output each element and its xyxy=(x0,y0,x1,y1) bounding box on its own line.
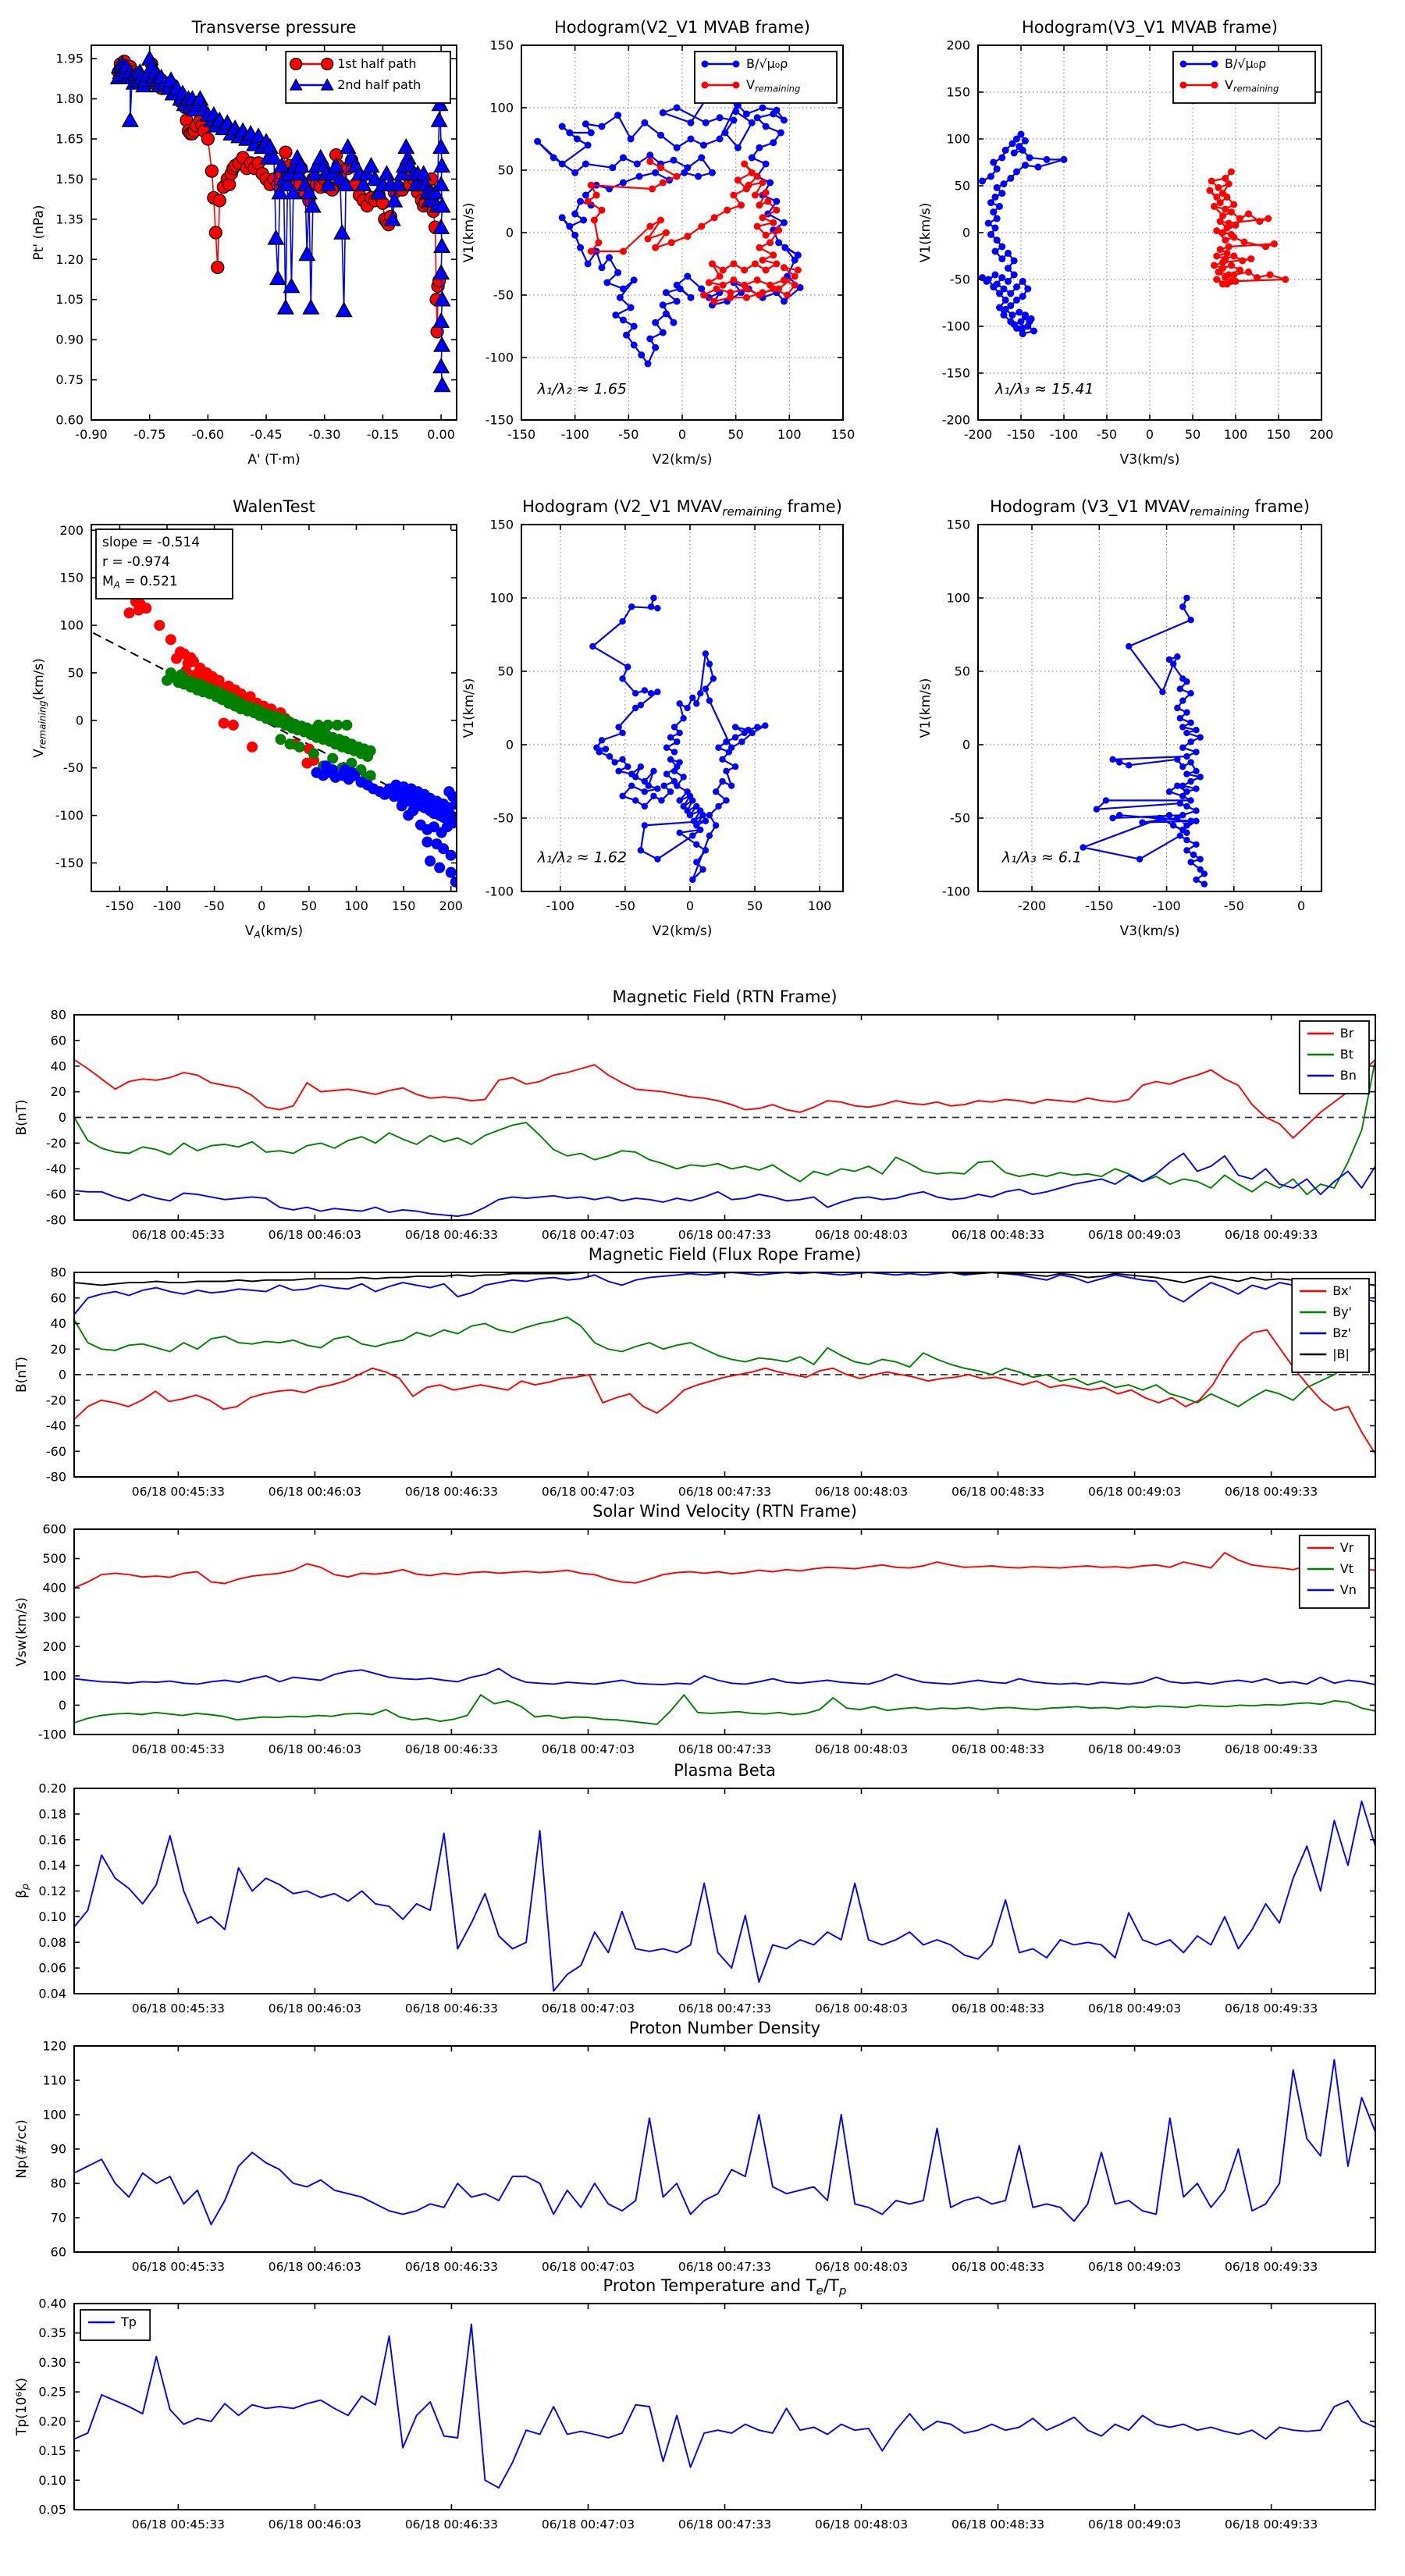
svg-text:50: 50 xyxy=(497,162,514,178)
svg-text:0: 0 xyxy=(962,737,970,753)
svg-text:40: 40 xyxy=(50,1316,66,1331)
svg-text:60: 60 xyxy=(50,1290,66,1306)
svg-text:B(nT): B(nT) xyxy=(14,1099,30,1136)
svg-text:50: 50 xyxy=(727,427,744,442)
svg-text:-0.15: -0.15 xyxy=(366,427,400,442)
svg-text:06/18 00:48:03: 06/18 00:48:03 xyxy=(814,2517,909,2532)
svg-text:150: 150 xyxy=(59,570,84,585)
svg-text:Magnetic Field (RTN Frame): Magnetic Field (RTN Frame) xyxy=(612,987,838,1006)
plot-walen-test xyxy=(31,497,463,941)
svg-text:-150: -150 xyxy=(1085,898,1114,913)
svg-text:-200: -200 xyxy=(963,427,993,442)
svg-text:100: 100 xyxy=(1223,427,1248,442)
svg-text:06/18 00:47:33: 06/18 00:47:33 xyxy=(678,2260,772,2274)
svg-text:B/√μ₀ρ: B/√μ₀ρ xyxy=(1225,56,1267,71)
svg-text:Hodogram (V2_V1 MVAVremaining: Hodogram (V2_V1 $MVAV_{remaining}$ frame) xyxy=(522,497,842,519)
svg-text:-50: -50 xyxy=(618,427,639,442)
svg-text:0: 0 xyxy=(1297,898,1306,913)
svg-text:1.65: 1.65 xyxy=(55,131,84,147)
svg-text:V1(km/s): V1(km/s) xyxy=(461,202,477,263)
svg-text:-50: -50 xyxy=(949,272,970,287)
svg-text:-150: -150 xyxy=(1006,427,1036,442)
plot-solar-wind-velocity xyxy=(14,1502,1375,1756)
svg-text:80: 80 xyxy=(50,1265,66,1280)
svg-text:-20: -20 xyxy=(45,1135,66,1151)
plot-hodogram-v3v1-mvav xyxy=(918,497,1321,939)
svg-text:-50: -50 xyxy=(614,898,635,913)
svg-text:0.20: 0.20 xyxy=(38,2414,66,2429)
svg-text:V1(km/s): V1(km/s) xyxy=(918,202,934,263)
plot-hodogram-v2v1-mvav xyxy=(461,497,843,939)
svg-text:|B|: |B| xyxy=(1332,1347,1350,1361)
svg-text:V1(km/s): V1(km/s) xyxy=(918,678,934,738)
svg-text:V1(km/s): V1(km/s) xyxy=(461,678,477,738)
svg-text:MA = 0.521: $M_A = 0.521$ xyxy=(102,574,178,591)
svg-text:Np(#/cc): Np(#/cc) xyxy=(14,2119,30,2179)
svg-text:Tp: Tp xyxy=(121,2314,137,2329)
svg-text:1.05: 1.05 xyxy=(55,292,84,308)
svg-text:Vsw(km/s): Vsw(km/s) xyxy=(14,1597,30,1667)
svg-text:-50: -50 xyxy=(949,810,970,826)
svg-text:100: 100 xyxy=(42,2107,66,2122)
svg-text:06/18 00:49:03: 06/18 00:49:03 xyxy=(1087,1485,1182,1499)
svg-text:-40: -40 xyxy=(45,1418,66,1433)
svg-text:100: 100 xyxy=(946,590,970,606)
svg-text:1.80: 1.80 xyxy=(55,91,84,107)
svg-text:0: 0 xyxy=(678,427,687,442)
svg-text:-60: -60 xyxy=(45,1443,66,1459)
svg-text:Vremaining: $V_{remaining}$ xyxy=(746,77,801,94)
svg-text:06/18 00:49:33: 06/18 00:49:33 xyxy=(1225,1228,1318,1242)
svg-text:-200: -200 xyxy=(941,412,970,428)
svg-text:V2(km/s): V2(km/s) xyxy=(652,923,713,939)
svg-text:06/18 00:47:03: 06/18 00:47:03 xyxy=(541,1742,635,1756)
svg-text:06/18 00:47:33: 06/18 00:47:33 xyxy=(678,1742,772,1756)
svg-text:0: 0 xyxy=(58,1110,66,1125)
svg-text:WalenTest: WalenTest xyxy=(233,497,315,516)
svg-text:-100: -100 xyxy=(560,427,589,442)
plot-hodogram-v3v1-mvab xyxy=(918,18,1334,468)
svg-text:200: 200 xyxy=(1309,427,1334,442)
svg-text:06/18 00:46:33: 06/18 00:46:33 xyxy=(404,2001,499,2016)
svg-text:06/18 00:48:33: 06/18 00:48:33 xyxy=(951,2001,1045,2016)
svg-text:-50: -50 xyxy=(493,287,514,303)
svg-text:0: 0 xyxy=(75,713,84,728)
svg-text:150: 150 xyxy=(946,84,970,100)
svg-text:100: 100 xyxy=(946,131,970,147)
svg-text:0: 0 xyxy=(58,1697,66,1713)
svg-text:150: 150 xyxy=(831,427,855,442)
svg-text:06/18 00:47:33: 06/18 00:47:33 xyxy=(678,1228,772,1242)
svg-text:Plasma Beta: Plasma Beta xyxy=(674,1761,776,1780)
svg-text:06/18 00:49:03: 06/18 00:49:03 xyxy=(1087,2260,1182,2274)
svg-text:-100: -100 xyxy=(152,898,182,913)
svg-text:1.95: 1.95 xyxy=(55,51,84,66)
svg-text:slope = -0.514: slope = -0.514 xyxy=(102,535,201,550)
svg-text:60: 60 xyxy=(50,2244,66,2260)
svg-text:06/18 00:48:03: 06/18 00:48:03 xyxy=(814,1228,909,1242)
svg-text:06/18 00:48:03: 06/18 00:48:03 xyxy=(814,1485,909,1499)
svg-text:0.04: 0.04 xyxy=(38,1986,66,2001)
svg-text:Bt: Bt xyxy=(1339,1047,1354,1062)
svg-text:βp: $\beta_p$ xyxy=(14,1884,31,1898)
svg-text:-100: -100 xyxy=(485,884,514,899)
svg-text:20: 20 xyxy=(50,1084,66,1100)
svg-text:500: 500 xyxy=(42,1551,66,1567)
svg-text:300: 300 xyxy=(42,1610,66,1625)
svg-text:50: 50 xyxy=(301,898,318,913)
svg-text:A' (T·m): A' (T·m) xyxy=(247,452,301,468)
svg-text:06/18 00:48:03: 06/18 00:48:03 xyxy=(814,2001,909,2016)
svg-text:Hodogram(V3_V1 MVAB frame): Hodogram(V3_V1 MVAB frame) xyxy=(1022,18,1278,37)
svg-text:-100: -100 xyxy=(37,1727,66,1742)
svg-text:80: 80 xyxy=(50,1007,66,1023)
svg-text:150: 150 xyxy=(1266,427,1291,442)
svg-text:0.06: 0.06 xyxy=(38,1960,66,1976)
svg-text:06/18 00:47:03: 06/18 00:47:03 xyxy=(541,2001,635,2016)
svg-text:-150: -150 xyxy=(55,855,84,870)
plot-magnetic-field-flux-rope xyxy=(14,1245,1375,1499)
svg-text:50: 50 xyxy=(67,665,84,681)
svg-text:06/18 00:47:03: 06/18 00:47:03 xyxy=(541,2517,635,2532)
svg-text:V3(km/s): V3(km/s) xyxy=(1119,452,1180,468)
svg-text:100: 100 xyxy=(344,898,368,913)
svg-text:0.20: 0.20 xyxy=(38,1781,66,1796)
svg-text:90: 90 xyxy=(50,2141,66,2157)
plot-proton-temperature xyxy=(14,2276,1375,2532)
svg-text:06/18 00:48:03: 06/18 00:48:03 xyxy=(814,1742,909,1756)
svg-text:0.16: 0.16 xyxy=(38,1832,66,1848)
svg-text:-40: -40 xyxy=(45,1161,66,1176)
plot-hodogram-v2v1-mvab xyxy=(461,18,855,468)
svg-text:0.05: 0.05 xyxy=(38,2502,66,2517)
svg-text:-0.60: -0.60 xyxy=(191,427,225,442)
svg-text:Bz': Bz' xyxy=(1332,1325,1351,1340)
svg-text:-50: -50 xyxy=(1223,898,1244,913)
svg-text:0.18: 0.18 xyxy=(38,1806,66,1822)
svg-text:-80: -80 xyxy=(45,1469,66,1485)
svg-text:Vn: Vn xyxy=(1339,1582,1357,1597)
svg-text:-200: -200 xyxy=(1017,898,1047,913)
svg-text:V2(km/s): V2(km/s) xyxy=(652,452,713,468)
svg-text:06/18 00:46:03: 06/18 00:46:03 xyxy=(268,1742,362,1756)
svg-text:Tp(10⁶K): Tp(10⁶K) xyxy=(14,2377,30,2436)
svg-text:06/18 00:49:33: 06/18 00:49:33 xyxy=(1225,2001,1318,2016)
svg-text:06/18 00:49:33: 06/18 00:49:33 xyxy=(1225,1485,1318,1499)
svg-text:0.08: 0.08 xyxy=(38,1934,66,1950)
svg-text:06/18 00:46:03: 06/18 00:46:03 xyxy=(268,2260,362,2274)
svg-text:0: 0 xyxy=(258,898,266,913)
svg-text:Solar Wind Velocity (RTN Frame: Solar Wind Velocity (RTN Frame) xyxy=(592,1502,857,1521)
svg-text:80: 80 xyxy=(50,2176,66,2191)
svg-text:-50: -50 xyxy=(204,898,225,913)
svg-text:06/18 00:47:03: 06/18 00:47:03 xyxy=(541,1228,635,1242)
svg-text:Hodogram(V2_V1 MVAB frame): Hodogram(V2_V1 MVAB frame) xyxy=(554,18,810,37)
svg-text:0.14: 0.14 xyxy=(38,1858,66,1873)
svg-text:λ₁/λ₃ ≈ 15.41: λ₁/λ₃ ≈ 15.41 xyxy=(995,380,1094,398)
svg-text:100: 100 xyxy=(807,898,832,913)
svg-text:2nd half path: 2nd half path xyxy=(337,77,422,92)
svg-text:Br: Br xyxy=(1339,1026,1354,1041)
svg-text:-50: -50 xyxy=(493,810,514,826)
svg-text:-20: -20 xyxy=(45,1393,66,1408)
plot-proton-density xyxy=(14,2019,1375,2274)
svg-text:By': By' xyxy=(1332,1304,1353,1319)
svg-text:06/18 00:45:33: 06/18 00:45:33 xyxy=(131,1742,225,1756)
svg-text:06/18 00:48:33: 06/18 00:48:33 xyxy=(951,1228,1045,1242)
svg-text:0.60: 0.60 xyxy=(55,412,84,428)
svg-text:0: 0 xyxy=(685,898,695,913)
svg-text:B/√μ₀ρ: B/√μ₀ρ xyxy=(746,56,788,71)
svg-text:-50: -50 xyxy=(1096,427,1118,442)
svg-text:06/18 00:48:03: 06/18 00:48:03 xyxy=(814,2260,909,2274)
svg-text:0: 0 xyxy=(58,1367,66,1382)
svg-text:-0.90: -0.90 xyxy=(75,427,108,442)
svg-text:0.25: 0.25 xyxy=(38,2384,66,2400)
svg-text:1st half path: 1st half path xyxy=(337,56,417,71)
svg-text:06/18 00:46:33: 06/18 00:46:33 xyxy=(404,1228,499,1242)
svg-text:-0.30: -0.30 xyxy=(308,427,341,442)
svg-text:06/18 00:49:03: 06/18 00:49:03 xyxy=(1087,1742,1182,1756)
svg-text:1.20: 1.20 xyxy=(55,251,84,267)
svg-text:-100: -100 xyxy=(1049,427,1079,442)
svg-text:06/18 00:46:03: 06/18 00:46:03 xyxy=(268,1228,362,1242)
svg-text:Vr: Vr xyxy=(1339,1540,1354,1555)
svg-text:λ₁/λ₃ ≈ 6.1: λ₁/λ₃ ≈ 6.1 xyxy=(1001,849,1083,866)
svg-text:-100: -100 xyxy=(941,884,970,899)
svg-text:200: 200 xyxy=(42,1638,66,1654)
svg-text:0.15: 0.15 xyxy=(38,2443,66,2459)
svg-text:70: 70 xyxy=(50,2210,66,2226)
svg-text:06/18 00:48:33: 06/18 00:48:33 xyxy=(951,2517,1045,2532)
svg-text:06/18 00:49:33: 06/18 00:49:33 xyxy=(1225,1742,1318,1756)
svg-text:Bn: Bn xyxy=(1339,1068,1357,1083)
svg-text:06/18 00:47:03: 06/18 00:47:03 xyxy=(541,2260,635,2274)
svg-text:0.10: 0.10 xyxy=(38,2472,66,2488)
svg-text:-150: -150 xyxy=(485,412,514,428)
svg-text:60: 60 xyxy=(50,1033,66,1048)
svg-text:06/18 00:46:33: 06/18 00:46:33 xyxy=(404,1485,499,1499)
svg-text:06/18 00:46:03: 06/18 00:46:03 xyxy=(268,2001,362,2016)
svg-text:06/18 00:46:33: 06/18 00:46:33 xyxy=(404,1742,499,1756)
svg-text:400: 400 xyxy=(42,1580,66,1596)
svg-text:Vt: Vt xyxy=(1339,1561,1354,1576)
svg-text:Hodogram (V3_V1 MVAVremaining: Hodogram (V3_V1 $MVAV_{remaining}$ frame) xyxy=(990,497,1310,519)
svg-text:150: 150 xyxy=(946,517,970,532)
svg-text:50: 50 xyxy=(954,178,970,194)
svg-text:150: 150 xyxy=(489,37,514,53)
svg-text:06/18 00:46:33: 06/18 00:46:33 xyxy=(404,2260,499,2274)
svg-text:600: 600 xyxy=(42,1521,66,1537)
svg-text:-100: -100 xyxy=(485,350,514,365)
svg-text:B(nT): B(nT) xyxy=(14,1356,30,1393)
svg-text:-100: -100 xyxy=(55,808,84,824)
svg-text:Pt' (nPa): Pt' (nPa) xyxy=(31,205,47,261)
svg-text:-60: -60 xyxy=(45,1187,66,1202)
svg-text:06/18 00:49:03: 06/18 00:49:03 xyxy=(1087,2001,1182,2016)
svg-text:0.12: 0.12 xyxy=(38,1884,66,1898)
svg-text:0: 0 xyxy=(962,225,970,240)
svg-text:λ₁/λ₂ ≈ 1.62: λ₁/λ₂ ≈ 1.62 xyxy=(537,849,628,866)
svg-text:150: 150 xyxy=(391,898,416,913)
svg-text:-150: -150 xyxy=(507,427,536,442)
svg-text:20: 20 xyxy=(50,1341,66,1357)
svg-text:120: 120 xyxy=(42,2038,66,2054)
svg-text:0.75: 0.75 xyxy=(55,372,84,388)
svg-text:200: 200 xyxy=(59,522,84,538)
svg-text:Bx': Bx' xyxy=(1332,1283,1353,1298)
svg-text:0.30: 0.30 xyxy=(38,2354,66,2370)
svg-text:06/18 00:49:03: 06/18 00:49:03 xyxy=(1087,1228,1182,1242)
svg-text:0.90: 0.90 xyxy=(55,332,84,347)
svg-text:Vremaining: $V_{remaining}$ xyxy=(1225,77,1279,94)
svg-text:1.35: 1.35 xyxy=(55,212,84,227)
svg-text:Proton Number Density: Proton Number Density xyxy=(628,2019,821,2037)
svg-text:-100: -100 xyxy=(546,898,574,913)
svg-text:06/18 00:46:03: 06/18 00:46:03 xyxy=(268,2517,362,2532)
svg-text:r = -0.974: r = -0.974 xyxy=(102,554,170,570)
svg-text:06/18 00:47:33: 06/18 00:47:33 xyxy=(678,2001,772,2016)
plot-plasma-beta xyxy=(14,1761,1375,2016)
svg-text:-100: -100 xyxy=(1152,898,1181,913)
svg-text:0: 0 xyxy=(505,737,514,753)
svg-text:50: 50 xyxy=(746,898,763,913)
svg-text:100: 100 xyxy=(777,427,802,442)
svg-text:50: 50 xyxy=(1184,427,1201,442)
svg-text:-100: -100 xyxy=(941,318,970,334)
svg-text:Transverse pressure: Transverse pressure xyxy=(191,18,357,37)
svg-text:-150: -150 xyxy=(941,365,970,381)
svg-text:06/18 00:45:33: 06/18 00:45:33 xyxy=(131,2517,225,2532)
svg-text:1.50: 1.50 xyxy=(55,171,84,187)
svg-text:-80: -80 xyxy=(45,1212,66,1228)
svg-text:-0.45: -0.45 xyxy=(250,427,283,442)
svg-text:-0.75: -0.75 xyxy=(133,427,166,442)
svg-text:40: 40 xyxy=(50,1059,66,1074)
svg-text:06/18 00:48:33: 06/18 00:48:33 xyxy=(951,1742,1045,1756)
svg-text:100: 100 xyxy=(489,100,514,116)
svg-text:06/18 00:45:33: 06/18 00:45:33 xyxy=(131,2001,225,2016)
svg-text:0.40: 0.40 xyxy=(38,2296,66,2311)
svg-text:200: 200 xyxy=(946,37,970,53)
svg-text:06/18 00:46:03: 06/18 00:46:03 xyxy=(268,1485,362,1499)
plot-magnetic-field-rtn xyxy=(14,987,1375,1242)
svg-text:06/18 00:45:33: 06/18 00:45:33 xyxy=(131,1228,225,1242)
svg-text:-50: -50 xyxy=(62,760,84,776)
svg-text:06/18 00:46:33: 06/18 00:46:33 xyxy=(404,2517,499,2532)
svg-text:0.00: 0.00 xyxy=(427,427,455,442)
svg-text:06/18 00:49:33: 06/18 00:49:33 xyxy=(1225,2260,1318,2274)
svg-text:0: 0 xyxy=(505,225,514,240)
svg-text:Vremaining(km/s): $V_{remaining}(km/s)$ xyxy=(31,658,48,758)
svg-text:150: 150 xyxy=(489,517,514,532)
svg-text:λ₁/λ₂ ≈ 1.65: λ₁/λ₂ ≈ 1.65 xyxy=(537,380,628,398)
svg-text:100: 100 xyxy=(42,1668,66,1684)
svg-text:100: 100 xyxy=(59,617,84,633)
svg-text:06/18 00:45:33: 06/18 00:45:33 xyxy=(131,1485,225,1499)
svg-text:06/18 00:47:03: 06/18 00:47:03 xyxy=(541,1485,635,1499)
svg-text:0: 0 xyxy=(1145,427,1154,442)
svg-text:50: 50 xyxy=(954,664,970,679)
svg-text:VA(km/s): $V_A(km/s)$ xyxy=(244,923,304,941)
svg-text:06/18 00:48:33: 06/18 00:48:33 xyxy=(951,2260,1045,2274)
svg-text:0.35: 0.35 xyxy=(38,2325,66,2341)
svg-text:200: 200 xyxy=(439,898,463,913)
svg-text:06/18 00:45:33: 06/18 00:45:33 xyxy=(131,2260,225,2274)
svg-text:06/18 00:48:33: 06/18 00:48:33 xyxy=(951,1485,1045,1499)
svg-text:-150: -150 xyxy=(105,898,134,913)
svg-text:06/18 00:47:33: 06/18 00:47:33 xyxy=(678,1485,772,1499)
svg-text:100: 100 xyxy=(489,590,514,606)
svg-text:50: 50 xyxy=(497,664,514,679)
svg-text:V3(km/s): V3(km/s) xyxy=(1119,923,1180,939)
svg-text:Proton Temperature and Te/Tp: Proton Temperature and $T_e/T_p$ xyxy=(603,2276,847,2298)
svg-text:06/18 00:49:03: 06/18 00:49:03 xyxy=(1087,2517,1182,2532)
svg-text:06/18 00:49:33: 06/18 00:49:33 xyxy=(1225,2517,1318,2532)
svg-text:110: 110 xyxy=(42,2073,66,2088)
svg-text:Magnetic Field (Flux Rope Fram: Magnetic Field (Flux Rope Frame) xyxy=(588,1245,862,1264)
plot-transverse-pressure xyxy=(31,18,457,468)
svg-text:0.10: 0.10 xyxy=(38,1909,66,1924)
svg-text:06/18 00:47:33: 06/18 00:47:33 xyxy=(678,2517,772,2532)
